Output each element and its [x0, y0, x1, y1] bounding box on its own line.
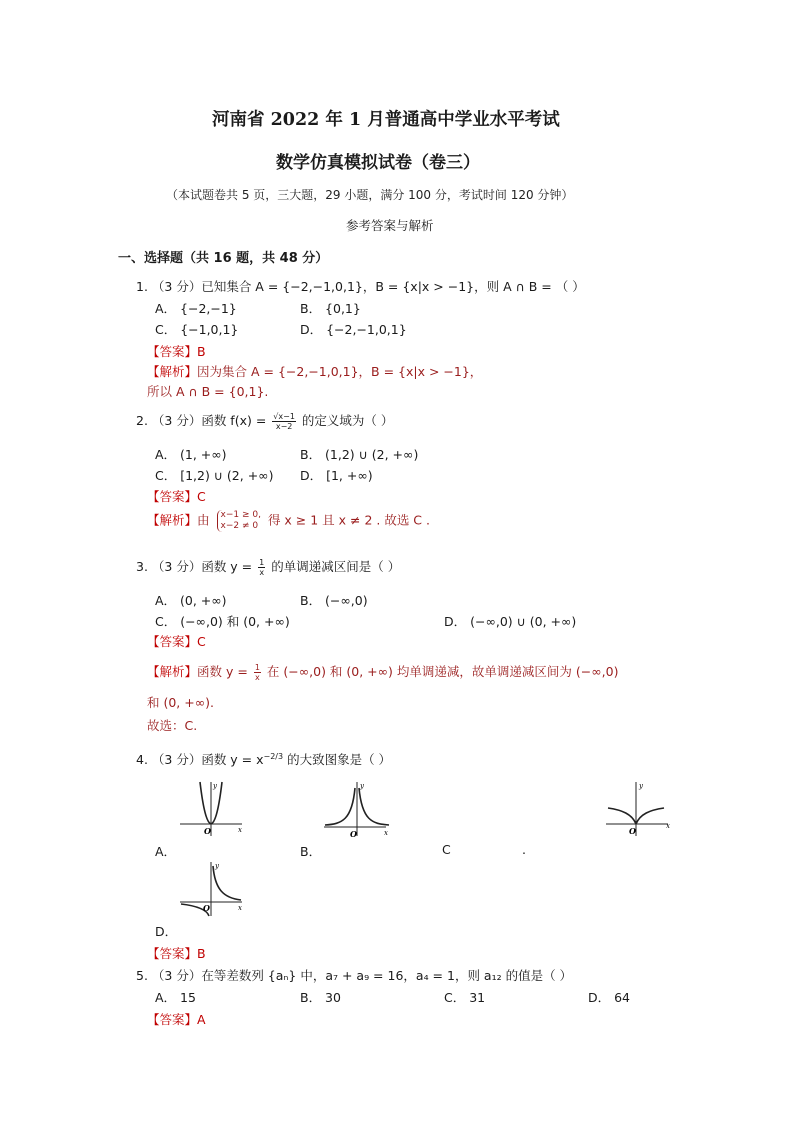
q1-explanation-1: 【解析】因为集合 A = {−2,−1,0,1}，B = {x|x > −1}，: [147, 364, 483, 379]
q2-explanation: 【解析】由 x−1 ≥ 0, x−2 ≠ 0 得 x ≥ 1 且 x ≠ 2 . 故选 C .: [147, 510, 430, 531]
answer-caption: 参考答案与解析: [346, 218, 434, 233]
q5-option-c: C． 31: [444, 990, 486, 1005]
q1-answer: 【答案】B: [147, 344, 206, 359]
page-subtitle: 数学仿真模拟试卷（卷三）: [276, 153, 480, 173]
question-4-stem: 4. （3 分）函数 $y = x^{-2/3}$ 的大致图象是（ ）: [136, 751, 392, 767]
graph-b-origin: O: [350, 829, 357, 838]
graph-b-x-label: x: [384, 829, 388, 837]
graph-d-y-label: y: [215, 862, 219, 870]
q5-option-d: D． 64: [588, 990, 631, 1005]
page-title: 河南省 2022 年 1 月普通高中学业水平考试: [212, 110, 560, 130]
q2-option-a: A． (1, +∞): [155, 447, 227, 462]
question-2-stem: 2. （3 分）函数 f(x) = $\frac{√x-1}{x-2}$ 的定义域为（ ）: [136, 412, 394, 431]
graph-a-x-label: x: [238, 826, 242, 834]
q3-explanation-3: 故选：C.: [147, 718, 198, 733]
q4-option-c-dot: .: [522, 842, 526, 857]
graph-d-origin: O: [203, 903, 210, 913]
q1-option-c: C． {−1,0,1}: [155, 322, 239, 337]
q5-option-a: A． 15: [155, 990, 196, 1005]
q2-option-b: B． (1,2) ∪ (2, +∞): [300, 447, 419, 462]
graph-d-x-label: x: [238, 904, 242, 912]
q1-option-d: D． {−2,−1,0,1}: [300, 322, 407, 337]
q2-option-c: C． [1,2) ∪ (2, +∞): [155, 468, 274, 483]
q3-option-b: B． (−∞,0): [300, 593, 368, 608]
q1-option-a: A． {−2,−1}: [155, 301, 237, 316]
graph-a-origin: O: [204, 826, 211, 836]
q5-answer: 【答案】A: [147, 1012, 206, 1027]
question-3-stem: 3. （3 分）函数 y = $\frac{1}{x}$ 的单调递减区间是（ ）: [136, 558, 401, 577]
q5-option-b: B． 30: [300, 990, 341, 1005]
graph-c-x-label: x: [666, 822, 670, 830]
q2-answer: 【答案】C: [147, 489, 206, 504]
q4-graph-b: [322, 780, 392, 838]
graph-a-y-label: y: [213, 782, 217, 790]
q4-graph-a: [178, 780, 248, 838]
section-title: 一、选择题（共 16 题，共 48 分）: [118, 251, 329, 266]
exam-info: （本试题卷共 5 页，三大题，29 小题，满分 100 分，考试时间 120 分钟）: [166, 188, 574, 202]
q3-explanation-2: 和 (0, +∞).: [147, 695, 214, 710]
q4-option-d: D．: [155, 924, 178, 939]
q4-option-a: A．: [155, 844, 177, 859]
q4-option-b: B．: [300, 844, 322, 859]
graph-b-y-label: y: [360, 782, 364, 790]
q3-option-a: A． (0, +∞): [155, 593, 227, 608]
q2-option-d: D． [1, +∞): [300, 468, 373, 483]
q1-explanation-2: 所以 A ∩ B = {0,1}.: [147, 384, 269, 399]
graph-c-y-label: y: [639, 782, 643, 790]
q4-option-c: C: [442, 842, 451, 857]
q2-condition-brace: x−1 ≥ 0, x−2 ≠ 0: [217, 510, 261, 532]
q3-fraction: $\frac{1}{x}$: [259, 558, 265, 577]
q2-fraction: $\frac{√x-1}{x-2}$: [273, 412, 295, 431]
q3-option-c: C． (−∞,0) 和 (0, +∞): [155, 614, 290, 629]
question-5-stem: 5. （3 分）在等差数列 {aₙ} 中，a₇ + a₉ = 16，a₄ = 1，则 a₁₂ 的值是（ ）: [136, 968, 573, 983]
q3-option-d: D． (−∞,0) ∪ (0, +∞): [444, 614, 577, 629]
q4-graph-d: [178, 860, 248, 918]
q3-answer: 【答案】C: [147, 634, 206, 649]
q4-graph-c: [604, 780, 676, 838]
q3-explain-fraction: $\frac{1}{x}$: [254, 663, 260, 682]
q4-answer: 【答案】B: [147, 946, 206, 961]
question-1-stem: 1. （3 分）已知集合 A = {−2,−1,0,1}，B = {x|x > −1}，则 A ∩ B = （ ）: [136, 279, 585, 294]
graph-c-origin: O: [629, 826, 636, 836]
q3-explanation-1: 【解析】函数 y = $\frac{1}{x}$ 在 (−∞,0) 和 (0, +∞) 均单调递减，故单调递减区间为 (−∞,0): [147, 663, 619, 682]
q1-option-b: B． {0,1}: [300, 301, 361, 316]
